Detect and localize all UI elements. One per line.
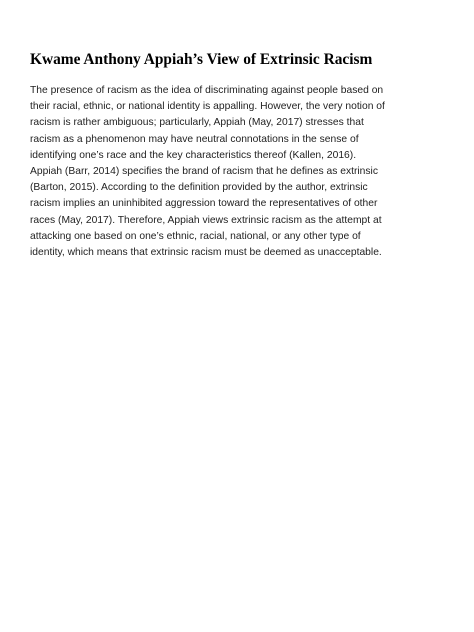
paragraph-line: identifying one’s race and the key characteristics thereof (Kallen, 2016). (30, 149, 357, 161)
paragraph-line: attacking one based on one’s ethnic, racial, national, or any other type of (30, 230, 361, 242)
paragraph-line: (Barton, 2015). According to the definition provided by the author, extrinsic (30, 182, 368, 194)
paragraph-line: The presence of racism as the idea of discriminating against people based on (30, 85, 384, 96)
body-paragraph (30, 83, 450, 261)
paragraph-line: racism as a phenomenon may have neutral connotations in the sense of (30, 133, 359, 145)
paragraph-line: their racial, ethnic, or national identity is appalling. However, the very notion of (30, 101, 385, 113)
paragraph-line: Appiah (Barr, 2014) specifies the brand of racism that he defines as extrinsic (30, 166, 378, 178)
paragraph-line: racism is rather ambiguous; particularly, Appiah (May, 2017) stresses that (30, 117, 364, 129)
paragraph-line: identity, which means that extrinsic racism must be deemed as unacceptable. (30, 247, 382, 259)
paragraph-line: races (May, 2017). Therefore, Appiah views extrinsic racism as the attempt at (30, 214, 382, 226)
document-title: Kwame Anthony Appiah’s View of Extrinsic Racism (30, 51, 373, 68)
paragraph-line: racism implies an uninhibited aggression toward the representatives of other (30, 198, 378, 210)
